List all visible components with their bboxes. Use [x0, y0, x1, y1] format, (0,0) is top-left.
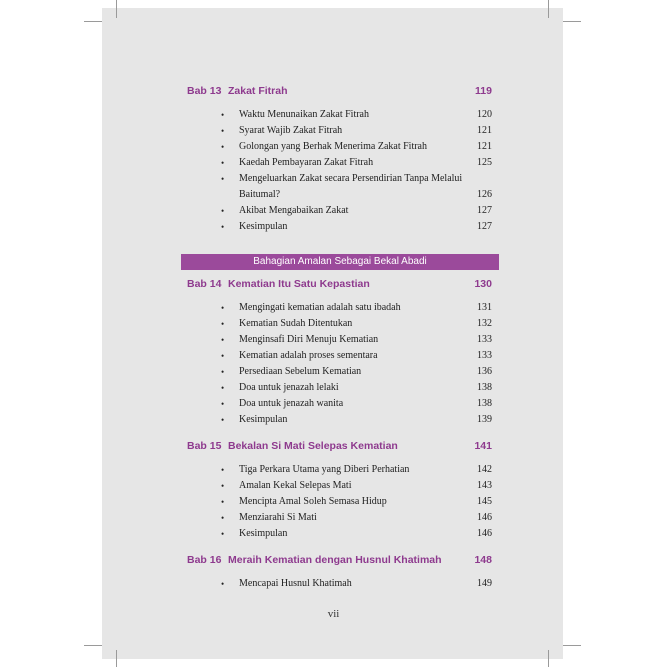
entry-title: Kematian adalah proses sementara — [239, 350, 378, 361]
entry-title: Waktu Menunaikan Zakat Fitrah — [239, 109, 369, 120]
bullet-icon: • — [221, 303, 225, 313]
entry-page: 138 — [477, 382, 492, 393]
chapter-title: Zakat Fitrah — [228, 85, 288, 97]
toc-entry — [221, 576, 492, 592]
entry-title: Kaedah Pembayaran Zakat Fitrah — [239, 157, 374, 168]
toc-entry — [221, 462, 492, 478]
toc-entry — [221, 332, 492, 348]
entry-title: Mengeluarkan Zakat secara Persendirian Tanpa Melalui Baitumal? — [239, 173, 463, 200]
toc-entry — [221, 219, 492, 235]
entry-page: 142 — [477, 464, 492, 475]
toc-entry — [221, 316, 492, 332]
entry-title: Syarat Wajib Zakat Fitrah — [239, 125, 343, 136]
toc-entry — [221, 155, 492, 171]
chapter-heading — [187, 553, 492, 567]
entry-page: 139 — [477, 414, 492, 425]
entry-title: Menziarahi Si Mati — [239, 512, 317, 523]
chapter-page: 119 — [475, 85, 492, 97]
toc-entry — [221, 510, 492, 526]
toc-entry — [221, 123, 492, 139]
toc-entry — [221, 526, 492, 542]
entry-page: 133 — [477, 334, 492, 345]
bullet-icon: • — [221, 335, 225, 345]
entry-title: Amalan Kekal Selepas Mati — [239, 480, 352, 491]
chapter-number: Bab 14 — [187, 278, 222, 290]
toc-entry — [221, 364, 492, 380]
toc-entry — [221, 478, 492, 494]
entry-page: 149 — [477, 578, 492, 589]
bullet-icon: • — [221, 351, 225, 361]
bullet-icon: • — [221, 513, 225, 523]
page-number: vii — [327, 608, 340, 620]
entry-page: 138 — [477, 398, 492, 409]
toc-entry — [221, 380, 492, 396]
toc-entry — [221, 300, 492, 316]
entry-title: Doa untuk jenazah lelaki — [239, 382, 339, 393]
entry-title: Mencipta Amal Soleh Semasa Hidup — [239, 496, 387, 507]
toc-entry — [221, 348, 492, 364]
entry-title: Mencapai Husnul Khatimah — [239, 578, 352, 589]
chapter-number: Bab 15 — [187, 440, 222, 452]
toc-entry — [221, 107, 492, 123]
entry-title: Tiga Perkara Utama yang Diberi Perhatian — [239, 464, 410, 475]
entry-page: 146 — [477, 528, 492, 539]
entry-title: Golongan yang Berhak Menerima Zakat Fitrah — [239, 141, 427, 152]
section-heading-bar: Bahagian Amalan Sebagai Bekal Abadi — [181, 254, 499, 270]
bullet-icon: • — [221, 142, 225, 152]
chapter-heading — [187, 277, 492, 291]
bullet-icon: • — [221, 529, 225, 539]
chapter-title: Bekalan Si Mati Selepas Kematian — [228, 440, 398, 452]
entry-title: Mengingati kematian adalah satu ibadah — [239, 302, 401, 313]
entry-page: 121 — [477, 141, 492, 152]
entry-page: 145 — [477, 496, 492, 507]
entry-title: Menginsafi Diri Menuju Kematian — [239, 334, 379, 345]
entry-page: 126 — [477, 189, 492, 200]
bullet-icon: • — [221, 415, 225, 425]
toc-entry — [221, 171, 492, 203]
chapter-page: 141 — [474, 440, 492, 452]
entry-page: 125 — [477, 157, 492, 168]
bullet-icon: • — [221, 383, 225, 393]
entry-title: Kematian Sudah Ditentukan — [239, 318, 353, 329]
entry-page: 121 — [477, 125, 492, 136]
entry-title: Kesimpulan — [239, 414, 288, 425]
bullet-icon: • — [221, 497, 225, 507]
chapter-page: 148 — [474, 554, 492, 566]
entry-title: Kesimpulan — [239, 528, 288, 539]
toc-entry — [221, 203, 492, 219]
bullet-icon: • — [221, 206, 225, 216]
bullet-icon: • — [221, 399, 225, 409]
bullet-icon: • — [221, 481, 225, 491]
entry-title: Doa untuk jenazah wanita — [239, 398, 344, 409]
chapter-number: Bab 16 — [187, 554, 222, 566]
entry-page: 131 — [477, 302, 492, 313]
chapter-heading — [187, 439, 492, 453]
chapter-page: 130 — [474, 278, 492, 290]
entry-page: 120 — [477, 109, 492, 120]
toc-entry — [221, 412, 492, 428]
entry-title: Persediaan Sebelum Kematian — [239, 366, 362, 377]
entry-page: 132 — [477, 318, 492, 329]
bullet-icon: • — [221, 222, 225, 232]
entry-title: Kesimpulan — [239, 221, 288, 232]
bullet-icon: • — [221, 319, 225, 329]
chapter-title: Kematian Itu Satu Kepastian — [228, 278, 370, 290]
bullet-icon: • — [221, 126, 225, 136]
toc-entry — [221, 139, 492, 155]
entry-page: 133 — [477, 350, 492, 361]
chapter-title: Meraih Kematian dengan Husnul Khatimah — [228, 554, 442, 566]
bullet-icon: • — [221, 579, 225, 589]
bullet-icon: • — [221, 174, 225, 184]
entry-page: 146 — [477, 512, 492, 523]
entry-page: 127 — [477, 205, 492, 216]
toc-entry — [221, 396, 492, 412]
entry-title: Akibat Mengabaikan Zakat — [239, 205, 349, 216]
entry-page: 127 — [477, 221, 492, 232]
bullet-icon: • — [221, 367, 225, 377]
bullet-icon: • — [221, 465, 225, 475]
chapter-heading — [187, 84, 492, 98]
toc-entry — [221, 494, 492, 510]
entry-page: 136 — [477, 366, 492, 377]
entry-page: 143 — [477, 480, 492, 491]
bullet-icon: • — [221, 158, 225, 168]
bullet-icon: • — [221, 110, 225, 120]
chapter-number: Bab 13 — [187, 85, 222, 97]
